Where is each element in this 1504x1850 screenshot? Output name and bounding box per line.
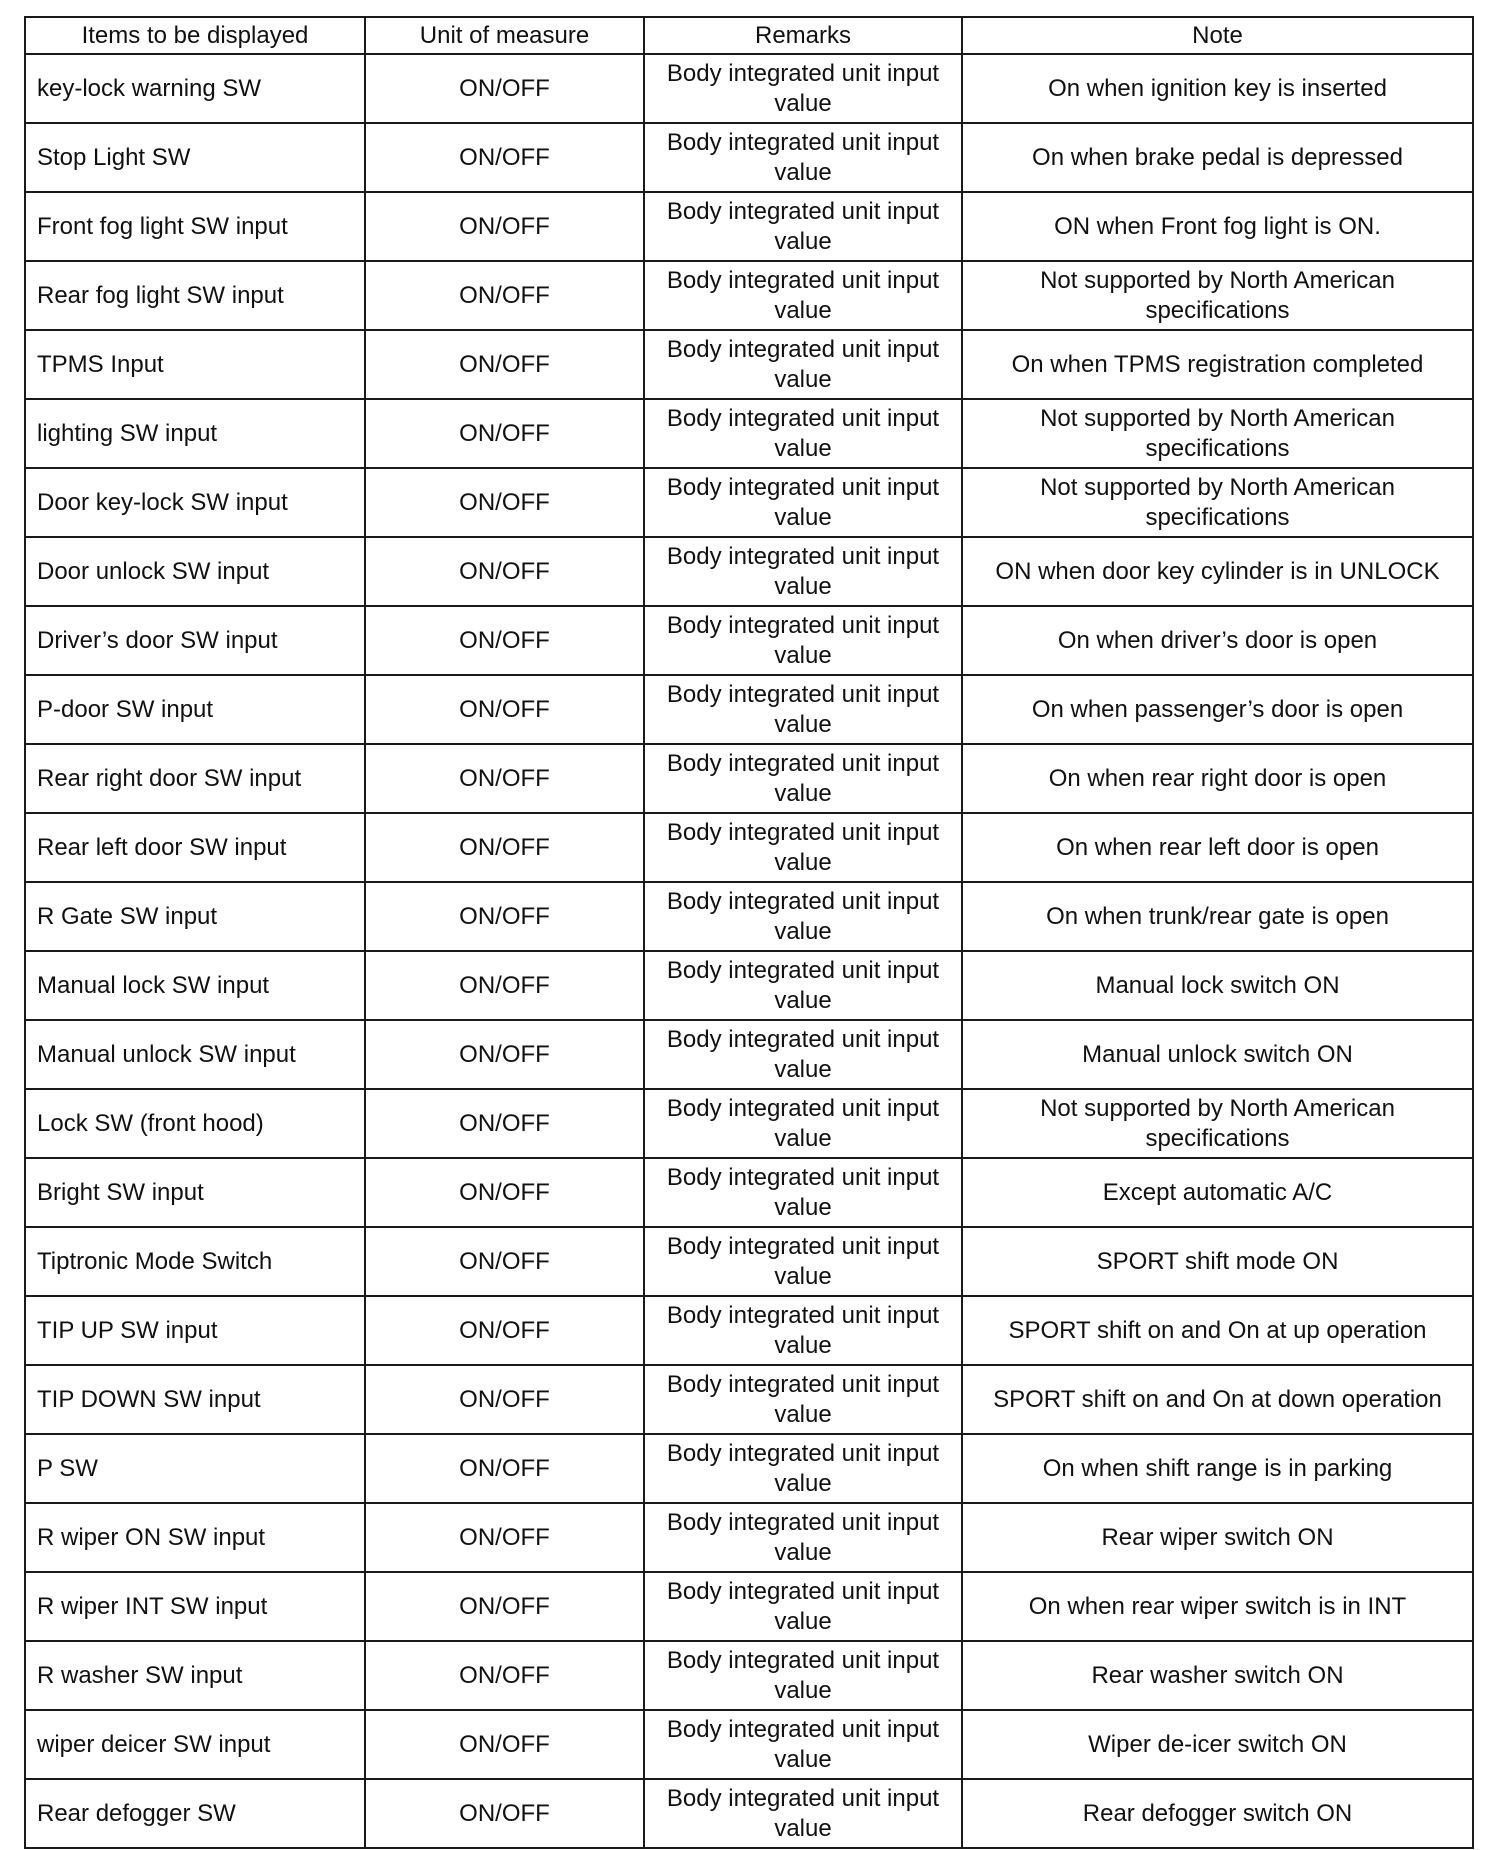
- data-monitor-table: [24, 16, 1474, 1849]
- table-row: [25, 330, 1473, 399]
- cell-unit: ON/OFF: [365, 399, 644, 468]
- cell-unit: ON/OFF: [365, 1710, 644, 1779]
- cell-unit: ON/OFF: [365, 813, 644, 882]
- table-row: [25, 1158, 1473, 1227]
- cell-note: Except automatic A/C: [962, 1158, 1473, 1227]
- cell-note: Not supported by North American specifications: [962, 261, 1473, 330]
- table-row: [25, 1641, 1473, 1710]
- header-remarks: Remarks: [644, 17, 962, 54]
- table-row: [25, 744, 1473, 813]
- table-row: [25, 1296, 1473, 1365]
- cell-note: SPORT shift on and On at up operation: [962, 1296, 1473, 1365]
- cell-note: Not supported by North American specifications: [962, 1089, 1473, 1158]
- cell-note: ON when door key cylinder is in UNLOCK: [962, 537, 1473, 606]
- table-row: [25, 54, 1473, 123]
- cell-item: R Gate SW input: [25, 882, 365, 951]
- cell-unit: ON/OFF: [365, 1503, 644, 1572]
- cell-item: lighting SW input: [25, 399, 365, 468]
- cell-remarks: Body integrated unit input value: [644, 1641, 962, 1710]
- table-row: [25, 261, 1473, 330]
- cell-note: SPORT shift on and On at down operation: [962, 1365, 1473, 1434]
- cell-item: Manual lock SW input: [25, 951, 365, 1020]
- cell-remarks: Body integrated unit input value: [644, 744, 962, 813]
- cell-unit: ON/OFF: [365, 1296, 644, 1365]
- cell-item: key-lock warning SW: [25, 54, 365, 123]
- table-row: [25, 399, 1473, 468]
- cell-remarks: Body integrated unit input value: [644, 1158, 962, 1227]
- table-row: [25, 813, 1473, 882]
- cell-item: P-door SW input: [25, 675, 365, 744]
- cell-remarks: Body integrated unit input value: [644, 1503, 962, 1572]
- cell-note: SPORT shift mode ON: [962, 1227, 1473, 1296]
- table-row: [25, 1227, 1473, 1296]
- cell-item: Door key-lock SW input: [25, 468, 365, 537]
- cell-item: Front fog light SW input: [25, 192, 365, 261]
- cell-remarks: Body integrated unit input value: [644, 1089, 962, 1158]
- cell-remarks: Body integrated unit input value: [644, 813, 962, 882]
- cell-note: Rear wiper switch ON: [962, 1503, 1473, 1572]
- cell-note: Rear washer switch ON: [962, 1641, 1473, 1710]
- cell-unit: ON/OFF: [365, 1020, 644, 1089]
- cell-remarks: Body integrated unit input value: [644, 468, 962, 537]
- cell-unit: ON/OFF: [365, 54, 644, 123]
- table-row: [25, 1434, 1473, 1503]
- cell-note: Rear defogger switch ON: [962, 1779, 1473, 1848]
- table-header: [25, 17, 1473, 54]
- cell-unit: ON/OFF: [365, 1089, 644, 1158]
- cell-unit: ON/OFF: [365, 1572, 644, 1641]
- cell-remarks: Body integrated unit input value: [644, 606, 962, 675]
- cell-item: Bright SW input: [25, 1158, 365, 1227]
- cell-item: TPMS Input: [25, 330, 365, 399]
- cell-note: On when rear wiper switch is in INT: [962, 1572, 1473, 1641]
- cell-unit: ON/OFF: [365, 1434, 644, 1503]
- table-row: [25, 606, 1473, 675]
- header-note: Note: [962, 17, 1473, 54]
- cell-remarks: Body integrated unit input value: [644, 1296, 962, 1365]
- cell-remarks: Body integrated unit input value: [644, 1710, 962, 1779]
- table-row: [25, 1710, 1473, 1779]
- table-row: [25, 951, 1473, 1020]
- cell-note: On when brake pedal is depressed: [962, 123, 1473, 192]
- cell-unit: ON/OFF: [365, 744, 644, 813]
- cell-remarks: Body integrated unit input value: [644, 330, 962, 399]
- cell-remarks: Body integrated unit input value: [644, 1020, 962, 1089]
- cell-remarks: Body integrated unit input value: [644, 1365, 962, 1434]
- cell-unit: ON/OFF: [365, 537, 644, 606]
- table-row: [25, 1365, 1473, 1434]
- table-row: [25, 1503, 1473, 1572]
- cell-remarks: Body integrated unit input value: [644, 261, 962, 330]
- header-items: Items to be displayed: [25, 17, 365, 54]
- cell-unit: ON/OFF: [365, 1365, 644, 1434]
- cell-remarks: Body integrated unit input value: [644, 123, 962, 192]
- cell-unit: ON/OFF: [365, 675, 644, 744]
- cell-remarks: Body integrated unit input value: [644, 54, 962, 123]
- cell-item: R wiper ON SW input: [25, 1503, 365, 1572]
- cell-item: wiper deicer SW input: [25, 1710, 365, 1779]
- cell-unit: ON/OFF: [365, 1158, 644, 1227]
- cell-note: On when shift range is in parking: [962, 1434, 1473, 1503]
- cell-unit: ON/OFF: [365, 882, 644, 951]
- cell-item: Rear fog light SW input: [25, 261, 365, 330]
- cell-note: ON when Front fog light is ON.: [962, 192, 1473, 261]
- cell-remarks: Body integrated unit input value: [644, 1572, 962, 1641]
- cell-item: Rear right door SW input: [25, 744, 365, 813]
- cell-item: Tiptronic Mode Switch: [25, 1227, 365, 1296]
- cell-unit: ON/OFF: [365, 1227, 644, 1296]
- cell-item: Driver’s door SW input: [25, 606, 365, 675]
- cell-note: On when driver’s door is open: [962, 606, 1473, 675]
- cell-unit: ON/OFF: [365, 606, 644, 675]
- cell-note: On when rear right door is open: [962, 744, 1473, 813]
- table-row: [25, 1572, 1473, 1641]
- cell-note: On when passenger’s door is open: [962, 675, 1473, 744]
- cell-unit: ON/OFF: [365, 123, 644, 192]
- cell-item: TIP UP SW input: [25, 1296, 365, 1365]
- cell-item: R wiper INT SW input: [25, 1572, 365, 1641]
- cell-note: On when rear left door is open: [962, 813, 1473, 882]
- cell-unit: ON/OFF: [365, 468, 644, 537]
- cell-note: On when TPMS registration completed: [962, 330, 1473, 399]
- cell-remarks: Body integrated unit input value: [644, 399, 962, 468]
- table-row: [25, 882, 1473, 951]
- cell-remarks: Body integrated unit input value: [644, 1227, 962, 1296]
- cell-remarks: Body integrated unit input value: [644, 192, 962, 261]
- cell-remarks: Body integrated unit input value: [644, 1434, 962, 1503]
- cell-remarks: Body integrated unit input value: [644, 951, 962, 1020]
- cell-note: On when ignition key is inserted: [962, 54, 1473, 123]
- cell-note: Not supported by North American specifications: [962, 399, 1473, 468]
- table-row: [25, 192, 1473, 261]
- cell-unit: ON/OFF: [365, 330, 644, 399]
- cell-item: Manual unlock SW input: [25, 1020, 365, 1089]
- cell-note: On when trunk/rear gate is open: [962, 882, 1473, 951]
- cell-remarks: Body integrated unit input value: [644, 537, 962, 606]
- cell-note: Wiper de-icer switch ON: [962, 1710, 1473, 1779]
- header-unit: Unit of measure: [365, 17, 644, 54]
- cell-remarks: Body integrated unit input value: [644, 675, 962, 744]
- table-row: [25, 1020, 1473, 1089]
- cell-unit: ON/OFF: [365, 1779, 644, 1848]
- cell-item: Stop Light SW: [25, 123, 365, 192]
- cell-item: Rear defogger SW: [25, 1779, 365, 1848]
- cell-unit: ON/OFF: [365, 1641, 644, 1710]
- cell-item: TIP DOWN SW input: [25, 1365, 365, 1434]
- cell-note: Not supported by North American specifications: [962, 468, 1473, 537]
- cell-item: Lock SW (front hood): [25, 1089, 365, 1158]
- cell-note: Manual unlock switch ON: [962, 1020, 1473, 1089]
- table-row: [25, 468, 1473, 537]
- table-row: [25, 537, 1473, 606]
- cell-item: Rear left door SW input: [25, 813, 365, 882]
- table-row: [25, 1089, 1473, 1158]
- table-body: [25, 54, 1473, 1848]
- cell-remarks: Body integrated unit input value: [644, 1779, 962, 1848]
- cell-item: Door unlock SW input: [25, 537, 365, 606]
- header-row: [25, 17, 1473, 54]
- cell-unit: ON/OFF: [365, 192, 644, 261]
- table-row: [25, 123, 1473, 192]
- cell-item: P SW: [25, 1434, 365, 1503]
- cell-unit: ON/OFF: [365, 951, 644, 1020]
- cell-unit: ON/OFF: [365, 261, 644, 330]
- table-row: [25, 1779, 1473, 1848]
- table-row: [25, 675, 1473, 744]
- cell-note: Manual lock switch ON: [962, 951, 1473, 1020]
- cell-item: R washer SW input: [25, 1641, 365, 1710]
- cell-remarks: Body integrated unit input value: [644, 882, 962, 951]
